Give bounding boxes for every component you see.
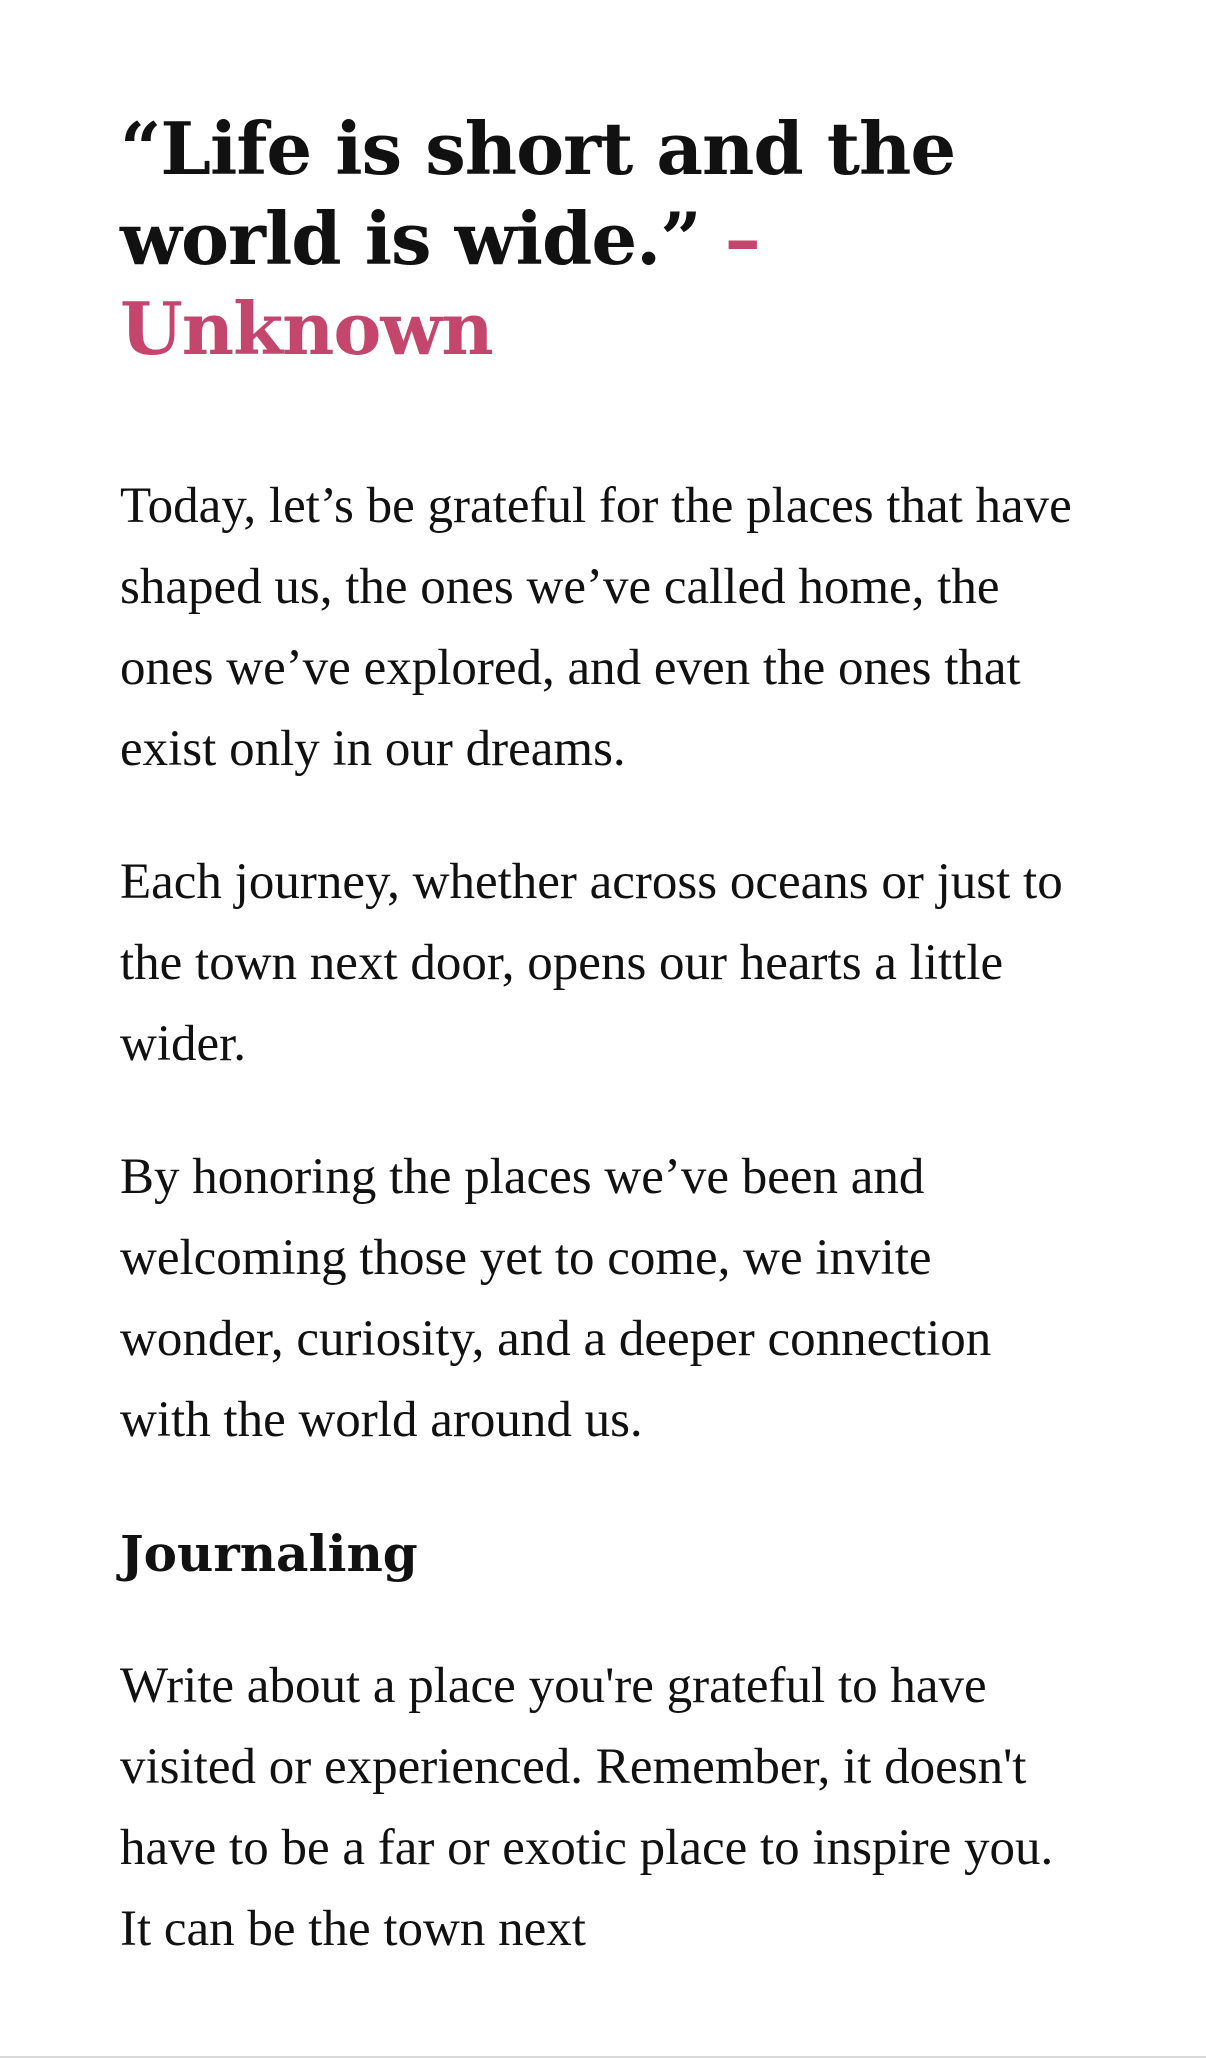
quote-text: “Life is short and the world is wide.” <box>120 106 956 281</box>
quote-heading <box>120 104 1080 374</box>
article-body <box>120 104 1080 1970</box>
journaling-prompt: Write about a place you're grateful to have visited or experienced. Remember, it doesn't have to be a far or exotic place to inspire you. It can be the town next <box>120 1658 1054 1957</box>
paragraph-honoring: By honoring the places we’ve been and welcoming those yet to come, we invite wonder, curiosity, and a deeper connection with the world around us. <box>120 1149 992 1448</box>
paragraph-journey: Each journey, whether across oceans or just to the town next door, opens our hearts a little wider. <box>120 854 1063 1072</box>
section-heading-journaling: Journaling <box>120 1524 418 1583</box>
paragraph-gratitude: Today, let’s be grateful for the places that have shaped us, the ones we’ve called home, the ones we’ve explored, and even the ones that exist only in our dreams. <box>120 478 1072 777</box>
quote-author: – Unknown <box>120 196 760 371</box>
